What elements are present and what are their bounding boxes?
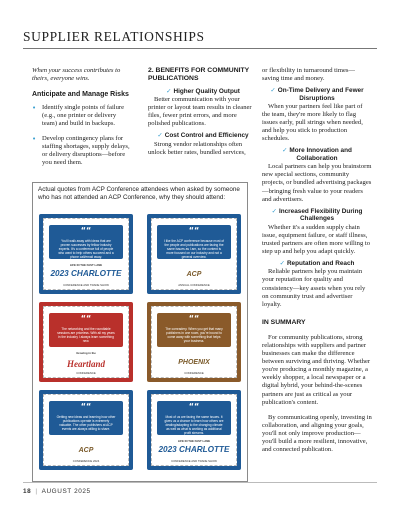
logo-tagline: LIFE IN THE FAST LANE xyxy=(69,263,103,267)
quote-text: Most of us are facing the same issues. It gives us a chance to learn how others are dealing/adapting to the changing climate as well as what is working as additional profit streams. xyxy=(164,415,224,435)
paragraph: For community publications, strong relationships with suppliers and partner businesses can make the difference between surviving and thriving. Whether you're producing a monthly magazine, a weekly shopper, a local newspaper or a digital hybrid, your behind-the-scenes partners are just as critical as your publication's content. xyxy=(262,333,371,406)
quote-text: The networking and the roundtable sessions are priceless. With all my years in the industry I always learn something new. xyxy=(57,327,115,343)
card-inner xyxy=(151,306,237,378)
check-icon: ✓ xyxy=(166,86,172,95)
footer-separator: | xyxy=(35,488,38,495)
page-footer xyxy=(23,488,91,495)
benefits-heading: 2. BENEFITS FOR COMMUNITY PUBLICATIONS xyxy=(148,67,250,82)
quote-text: You'll walk away with ideas that are proven successes by fellow industry experts. It's a conference full of people who want to help others succeed and a phone call/email away. xyxy=(58,239,114,259)
paragraph: Local partners can help you brainstorm new special sections, community projects, or bundled advertising packages—bringing fresh value to your readers and advertisers. xyxy=(262,163,372,203)
quote-panel xyxy=(49,401,123,435)
logo-subtitle: CONFERENCE xyxy=(184,371,204,375)
card-inner xyxy=(43,394,129,466)
footer-rule xyxy=(23,482,377,483)
check-icon: ✓ xyxy=(157,131,163,140)
subheading-quality: ✓ Higher Quality Output xyxy=(166,86,240,95)
subheading-innovation: ✓ More Innovation and Collaboration xyxy=(282,146,352,162)
quote-icon: ““ xyxy=(188,226,200,235)
quote-card xyxy=(147,390,241,470)
quote-panel xyxy=(49,313,123,347)
risk-list xyxy=(32,104,132,167)
check-icon: ✓ xyxy=(270,86,276,95)
logo-tagline: Growing in the xyxy=(76,351,96,355)
risk-heading: Anticipate and Manage Risks xyxy=(32,91,129,99)
conference-logo: PHOENIX xyxy=(178,359,210,366)
logo-subtitle: CONFERENCE 2024 xyxy=(72,459,100,463)
paragraph: Reliable partners help you maintain your reputation for quality and consistency—key assets when you rely on community trust and advertiser loyalty. xyxy=(262,268,366,308)
quote-panel xyxy=(157,401,231,435)
paragraph: By communicating openly, investing in collaboration, and aligning your goals, you'll not only improve production—you'll build a more resilient, innovative, and connected publication. xyxy=(262,413,372,454)
paragraph: Better communication with your printer or layout team results in cleaner files, fewer print errors, and more polished publications. xyxy=(148,96,252,128)
paragraph: Whether it's a sudden supply chain issue, equipment failure, or staff illness, trusted partners are often more willing to step up and help you adapt quickly. xyxy=(262,223,371,255)
section-title: SUPPLIER RELATIONSHIPS xyxy=(23,29,205,44)
logo-subtitle: CONFERENCE xyxy=(76,371,96,375)
quote-icon: ““ xyxy=(188,314,200,323)
summary-heading: IN SUMMARY xyxy=(262,318,306,326)
logo-subtitle: CONFERENCE AND TRADE SHOW xyxy=(63,283,109,287)
issue-date: AUGUST 2025 xyxy=(41,488,91,495)
check-icon: ✓ xyxy=(271,206,277,215)
figure-caption: Actual quotes from ACP Conference attendees when asked by someone who has not attended an ACP Conference, why they should attend: xyxy=(38,186,240,201)
quote-card xyxy=(147,302,241,382)
column-1 xyxy=(32,67,132,173)
bullet-icon: • xyxy=(32,134,37,143)
quotes-figure xyxy=(32,182,248,482)
quote-panel xyxy=(49,225,123,259)
check-icon: ✓ xyxy=(279,258,285,267)
column-2 xyxy=(148,67,258,161)
bullet-icon: • xyxy=(32,104,37,113)
column-3 xyxy=(262,67,372,458)
card-inner xyxy=(151,218,237,290)
quote-card xyxy=(39,302,133,382)
paragraph: or flexibility in turnaround times—saving time and money. xyxy=(262,67,356,83)
quote-panel xyxy=(157,225,231,259)
subheading-reputation: ✓ Reputation and Reach xyxy=(279,258,355,267)
list-item: • Identify single points of failure (e.g., one printer or delivery team) and build in backups. xyxy=(32,104,125,128)
logo-subtitle: CONFERENCE AND TRADE SHOW xyxy=(171,459,217,463)
subheading-delivery: ✓ On-Time Delivery and Fewer Disruptions xyxy=(270,86,364,102)
conference-logo: Heartland xyxy=(66,359,105,369)
card-inner xyxy=(151,394,237,466)
quote-card xyxy=(39,214,133,294)
quote-icon: ““ xyxy=(188,402,200,411)
quote-text: The comradery. When you get that many publishers in one room, you're bound to come away with something that helps your business. xyxy=(165,327,223,343)
quote-card xyxy=(39,390,133,470)
quote-card xyxy=(147,214,241,294)
conference-logo: 2023 CHARLOTTE xyxy=(158,445,230,454)
subheading-flexibility: ✓ Increased Flexibility During Challenges xyxy=(271,206,363,223)
quote-icon: ““ xyxy=(80,402,92,411)
intro-text: When your success contributes to theirs, everyone wins. xyxy=(32,67,121,83)
quote-text: I like the ACP conference because most of the people and publications are facing the same issues as I am, so the content is more focused on our industry and not a general overview. xyxy=(164,239,225,259)
conference-logo: ACP xyxy=(186,271,202,278)
page-number: 18 xyxy=(23,488,32,495)
quote-text: Getting new ideas and learning how other publications operate is extremely valuable. The other publishers at ACP events are always willing to share. xyxy=(56,415,116,431)
conference-logo: ACP xyxy=(78,447,94,454)
card-inner xyxy=(43,218,129,290)
quote-icon: ““ xyxy=(80,314,92,323)
quote-panel xyxy=(157,313,231,347)
logo-subtitle: ANNUAL CONFERENCE xyxy=(178,283,210,287)
conference-logo: 2023 CHARLOTTE xyxy=(50,269,122,278)
subheading-cost: ✓ Cost Control and Efficiency xyxy=(157,131,249,140)
logo-tagline: LIFE IN THE FAST LANE xyxy=(177,439,211,443)
quote-icon: ““ xyxy=(80,226,92,235)
card-inner xyxy=(43,306,129,378)
list-item: • Develop contingency plans for staffing shortages, supply delays, or delivery disruptions—before you need them. xyxy=(32,134,130,166)
paragraph: Strong vendor relationships often unlock better rates, bundled services, xyxy=(148,140,246,156)
title-rule xyxy=(23,48,377,49)
paragraph: When your partners feel like part of the team, they're more likely to flag issues early, pull strings when needed, and help you stick to production schedules. xyxy=(262,103,363,143)
check-icon: ✓ xyxy=(282,146,288,155)
